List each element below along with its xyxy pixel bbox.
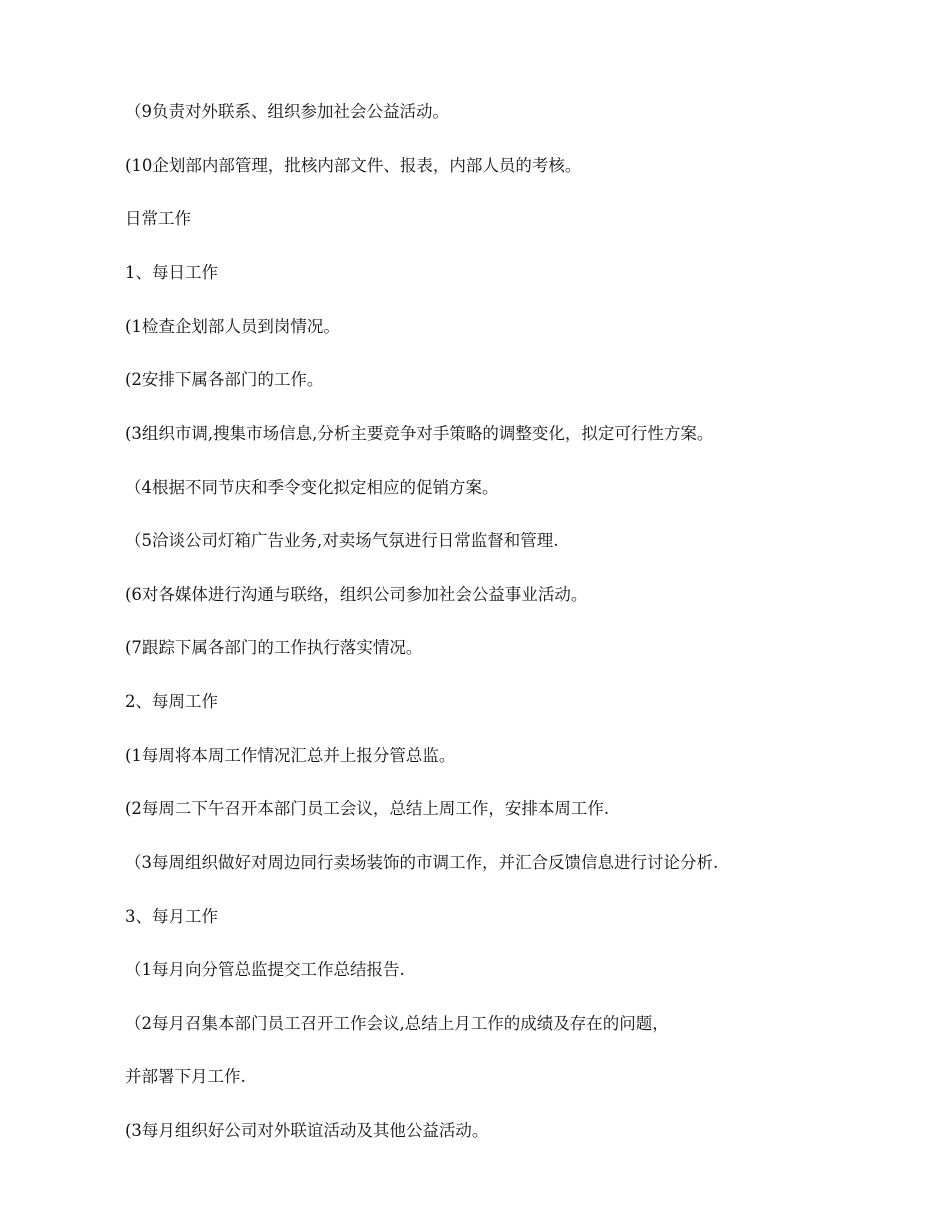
paragraph-line: (2每周二下午召开本部门员工会议，总结上周工作，安排本周工作.: [125, 799, 610, 818]
paragraph-line: (3每月组织好公司对外联谊活动及其他公益活动。: [125, 1121, 489, 1140]
section-heading: 日常工作: [125, 209, 191, 228]
paragraph-line: (2安排下属各部门的工作。: [125, 370, 324, 389]
paragraph-line: (3组织市调,搜集市场信息,分析主要竞争对手策略的调整变化，拟定可行性方案。: [125, 424, 714, 443]
paragraph-line: 并部署下月工作.: [125, 1067, 246, 1086]
subsection-heading: 2、每周工作: [125, 692, 218, 711]
paragraph-line: （3每周组织做好对周边同行卖场装饰的市调工作，并汇合反馈信息进行讨论分析.: [125, 853, 719, 872]
paragraph-line: （2每月召集本部门员工召开工作会议,总结上月工作的成绩及存在的问题，: [125, 1014, 669, 1033]
paragraph-line: (1检查企划部人员到岗情况。: [125, 317, 340, 336]
subsection-heading: 1、每日工作: [125, 263, 218, 282]
paragraph-line: （5洽谈公司灯箱广告业务,对卖场气氛进行日常监督和管理.: [125, 531, 559, 550]
paragraph-line: （4根据不同节庆和季令变化拟定相应的促销方案。: [125, 478, 499, 497]
paragraph-line: (7跟踪下属各部门的工作执行落实情况。: [125, 638, 423, 657]
paragraph-line: (6对各媒体进行沟通与联络，组织公司参加社会公益事业活动。: [125, 585, 588, 604]
subsection-heading: 3、每月工作: [125, 907, 218, 926]
paragraph-line: (1每周将本周工作情况汇总并上报分管总监。: [125, 746, 456, 765]
paragraph-line: （1每月向分管总监提交工作总结报告.: [125, 960, 405, 979]
paragraph-line: （9负责对外联系、组织参加社会公益活动。: [125, 102, 449, 121]
paragraph-line: (10企划部内部管理，批核内部文件、报表，内部人员的考核。: [125, 156, 582, 175]
